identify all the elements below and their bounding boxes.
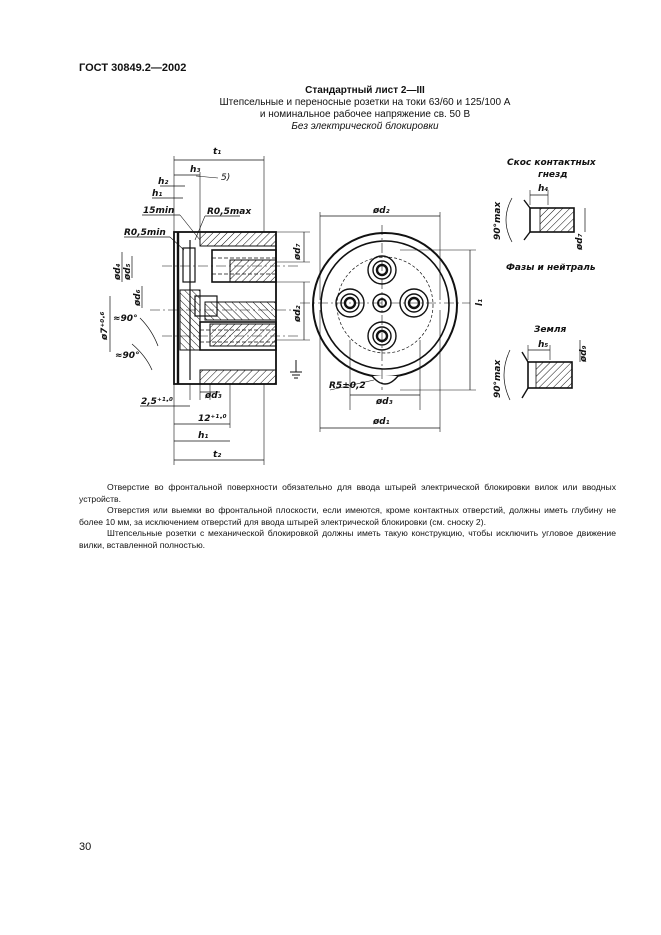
dim-t2: t₂ [213,450,222,460]
paragraph-1: Отверстие во фронтальной поверхности обязательно для ввода штырей электрической блокировки вилок или вводных устройств. [79,482,616,504]
dim-r05min: R0,5min [124,228,166,238]
dim-d5: ød₅ [123,263,133,280]
dim-d6: ød₆ [133,289,143,306]
dim-d7-tol: ø7⁺⁰·⁶ [100,311,110,340]
dim-d3-front: ød₃ [376,397,393,407]
dim-d4: ød₄ [113,263,123,280]
dim-r5: R5±0,2 [329,381,366,391]
standard-sheet-title: Стандартный лист 2—III [305,85,425,96]
phases-label: Фазы и нейтраль [506,263,596,273]
dim-d3-side: ød₃ [205,391,222,401]
paragraph-2: Отверстия или выемки во фронтальной плоскости, если имеются, кроме контактных отверстий, должны иметь глубину не более 10 мм, за исключением отверстий для ввода штырей электрической блокировки (см. сноску 2). [79,505,616,527]
document-code: ГОСТ 30849.2—2002 [79,62,187,74]
paragraph-3: Штепсельные розетки с механической блокировкой должны иметь такую конструкцию, чтобы исключить угловое движение вилки, вставленной полностью. [79,528,616,550]
angle-90-2: ≈90° [115,351,140,361]
dim-r05max: R0,5max [207,207,252,217]
dim-h4: h₄ [538,184,549,194]
angle-90max-1: 90°max [493,201,503,240]
title-line-3: Без электрической блокировки [291,121,439,132]
dim-d1-front: ød₁ [373,417,390,427]
footnote-5: 5) [221,173,231,183]
dim-d2-front: ød₂ [373,206,390,216]
title-line-2: и номинальное рабочее напряжение св. 50 В [259,109,471,120]
dim-h5: h₅ [538,340,549,350]
detail-phase-socket [506,190,585,242]
dim-t1: t₁ [213,147,222,157]
dim-h1-top: h₁ [152,189,163,199]
angle-90max-2: 90°max [493,359,503,398]
dim-d9: ød₉ [579,345,589,362]
bevel-title-2: гнезд [538,170,568,180]
earth-label: Земля [534,325,567,335]
title-line-1: Штепсельные и переносные розетки на токи 63/60 и 125/100 А [219,97,511,108]
dim-15min: 15min [143,206,175,216]
dim-12: 12⁺¹·⁰ [198,414,227,424]
dim-l1: l₁ [475,298,485,306]
page-number: 30 [79,841,92,853]
dim-d7: ød₇ [293,243,303,260]
dim-h5-top: h₃ [190,165,201,175]
bevel-title-1: Скос контактных [507,158,596,168]
dim-d7-detail: ød₇ [575,233,585,250]
dim-h1: h₁ [198,431,209,441]
dim-h2: h₂ [158,177,169,187]
body-text [79,482,616,552]
dim-d2-side: ød₂ [293,305,303,322]
dim-2-5: 2,5⁺¹·⁰ [141,397,173,407]
angle-90-1: ≈90° [113,314,138,324]
